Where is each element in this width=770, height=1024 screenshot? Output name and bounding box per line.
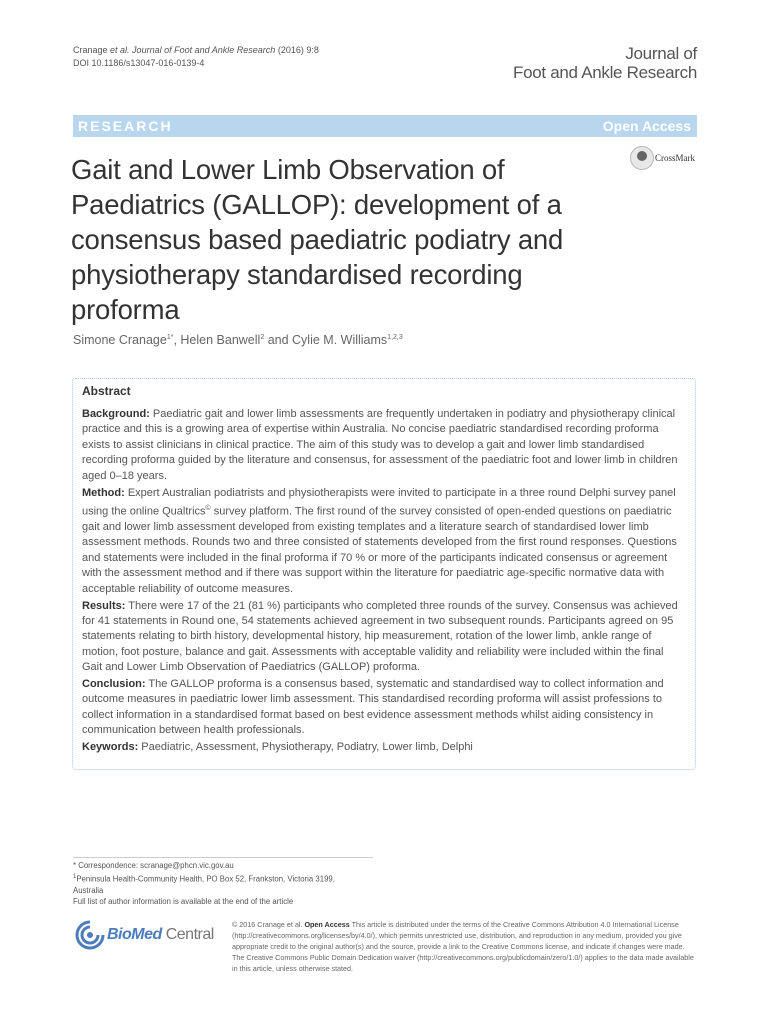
article-title: Gait and Lower Limb Observation of Paediatrics (GALLOP): development of a consensus based paediatric podiatry and physiotherapy standardised recording proforma: [71, 154, 564, 325]
biomed-central-logo-icon: [75, 920, 105, 950]
affiliation: [73, 872, 373, 885]
doi[interactable]: DOI 10.1186/s13047-016-0139-4: [73, 58, 205, 68]
journal-name-line2: Foot and Ankle Research: [513, 63, 697, 82]
open-access-label: Open Access: [304, 920, 350, 929]
affiliation-sup: 1: [73, 873, 77, 880]
abstract-conclusion: [82, 677, 686, 739]
affiliation-country: Australia: [73, 885, 104, 895]
citation-year: (2016) 9:8: [277, 45, 319, 55]
section-text: The GALLOP proforma is a consensus based, systematic and standardised way to collect information and outcome measures in paediatric lower limb assessment. This standardised recording proforma will assist professions to collect information in a standardised format based on best evidence assessment methods whilst aiding consistency in communication between health professionals.: [82, 678, 664, 737]
author-name: Cylie M. Williams: [292, 333, 388, 347]
author-affiliation-sup: 1,2,3: [387, 334, 403, 341]
citation-authors: Cranage: [73, 45, 108, 55]
affiliation-text: Peninsula Health-Community Health, PO Box 52, Frankston, Victoria 3199,: [76, 874, 335, 884]
journal-name-line1: Journal of: [625, 44, 697, 63]
abstract-box: [72, 378, 696, 770]
article-type-banner: [73, 115, 697, 137]
license-text: [232, 919, 694, 974]
section-label: Method:: [82, 486, 125, 499]
publisher-name-bold: BioMed: [107, 926, 162, 943]
section-label: Results:: [82, 599, 126, 612]
author-separator: ,: [173, 333, 181, 347]
section-text: survey platform. The first round of the survey consisted of open-ended questions on paediatric gait and lower limb assessment developed from existing templates and a literature search of standardised lower limb assessment methods. Rounds two and three consisted of statements developed from the first round responses. Questions and statements were included in the final proforma if 70 % or more of the participants indicated consensus or agreement with the assessment method and if there was support within the literature for paediatric age-specific normative data with acceptable reliability of outcome measures.: [82, 505, 677, 595]
abstract-results: [82, 599, 686, 676]
correspondence[interactable]: * Correspondence: scranage@phcn.vic.gov.au: [73, 861, 234, 870]
crossmark-icon: [630, 146, 654, 170]
abstract-keywords: [82, 740, 686, 755]
footnotes: [73, 857, 373, 908]
abstract-heading: Abstract: [82, 384, 131, 398]
section-text: Paediatric gait and lower limb assessments are frequently undertaken in podiatry and physiotherapy clinical practice and this is a growing area of expertise within Australia. No concise paediatric standardised recording proforma exists to assist clinicians in clinical practice. The aim of this study was to develop a gait and lower limb standardised recording proforma guided by the literature and consensus, for assessment of the paediatric foot and lower limb in children aged 0–18 years.: [82, 408, 678, 482]
abstract-background: [82, 407, 686, 484]
crossmark-label: CrossMark: [655, 153, 695, 163]
crossmark-badge[interactable]: [630, 146, 700, 172]
section-text: Paediatric, Assessment, Physiotherapy, Podiatry, Lower limb, Delphi: [138, 741, 473, 754]
citation-line: [73, 44, 319, 57]
copyright-sup: ©: [205, 504, 211, 512]
section-label: Background:: [82, 408, 150, 420]
author-info-note: Full list of author information is available at the end of the article: [73, 897, 294, 907]
author-affiliation-sup: 1*: [166, 334, 174, 341]
citation-journal: et al. Journal of Foot and Ankle Research: [110, 45, 276, 55]
publisher-name: [107, 926, 214, 944]
publisher-logo[interactable]: [75, 920, 225, 952]
license-body: This article is distributed under the terms of the Creative Commons Attribution 4.0 International License (http://creativecommons.org/licenses/by/4.0/), which permits unrestricted use, distribution, and reproduction in any medium, provided you give appropriate credit to the original author(s) and the source, provide a link to the Creative Commons license, and indicate if changes were made. The Creative Commons Public Domain Dedication waiver (http://creativecommons.org/publicdomain/zero/1.0/) applies to the data made available in this article, unless otherwise stated.: [232, 920, 694, 973]
author-list: [73, 333, 403, 347]
section-text: There were 17 of the 21 (81 %) participants who completed three rounds of the survey. Consensus was achieved for 41 statements in Round one, 54 statements achieved agreement in two subsequent rounds. Participants agreed on 95 statements relating to birth history, developmental history, hip measurement, rotation of the lower limb, ankle range of motion, foot posture, balance and gait. Assessments with acceptable validity and reliability were included within the final Gait and Lower Limb Observation of Paediatrics (GALLOP) proforma.: [82, 599, 678, 674]
citation-header: [73, 44, 319, 70]
open-access-label: Open Access: [602, 118, 691, 134]
article-type-label: RESEARCH: [78, 118, 173, 134]
section-label: Keywords:: [82, 741, 139, 754]
author-name: Helen Banwell: [180, 333, 261, 347]
section-text: Expert Australian podiatrists and physiotherapists were invited to participate in a three round Delphi survey panel using the online Qualtrics: [82, 486, 676, 518]
abstract-method: [82, 486, 686, 598]
author-affiliation-sup: 2: [260, 334, 265, 341]
section-label: Conclusion:: [82, 678, 146, 691]
journal-name: [513, 44, 697, 82]
author-separator: and: [264, 333, 293, 347]
author-name: Simone Cranage: [73, 333, 167, 347]
publisher-name-rest: Central: [161, 926, 214, 943]
copyright: © 2016 Cranage et al.: [232, 920, 305, 929]
